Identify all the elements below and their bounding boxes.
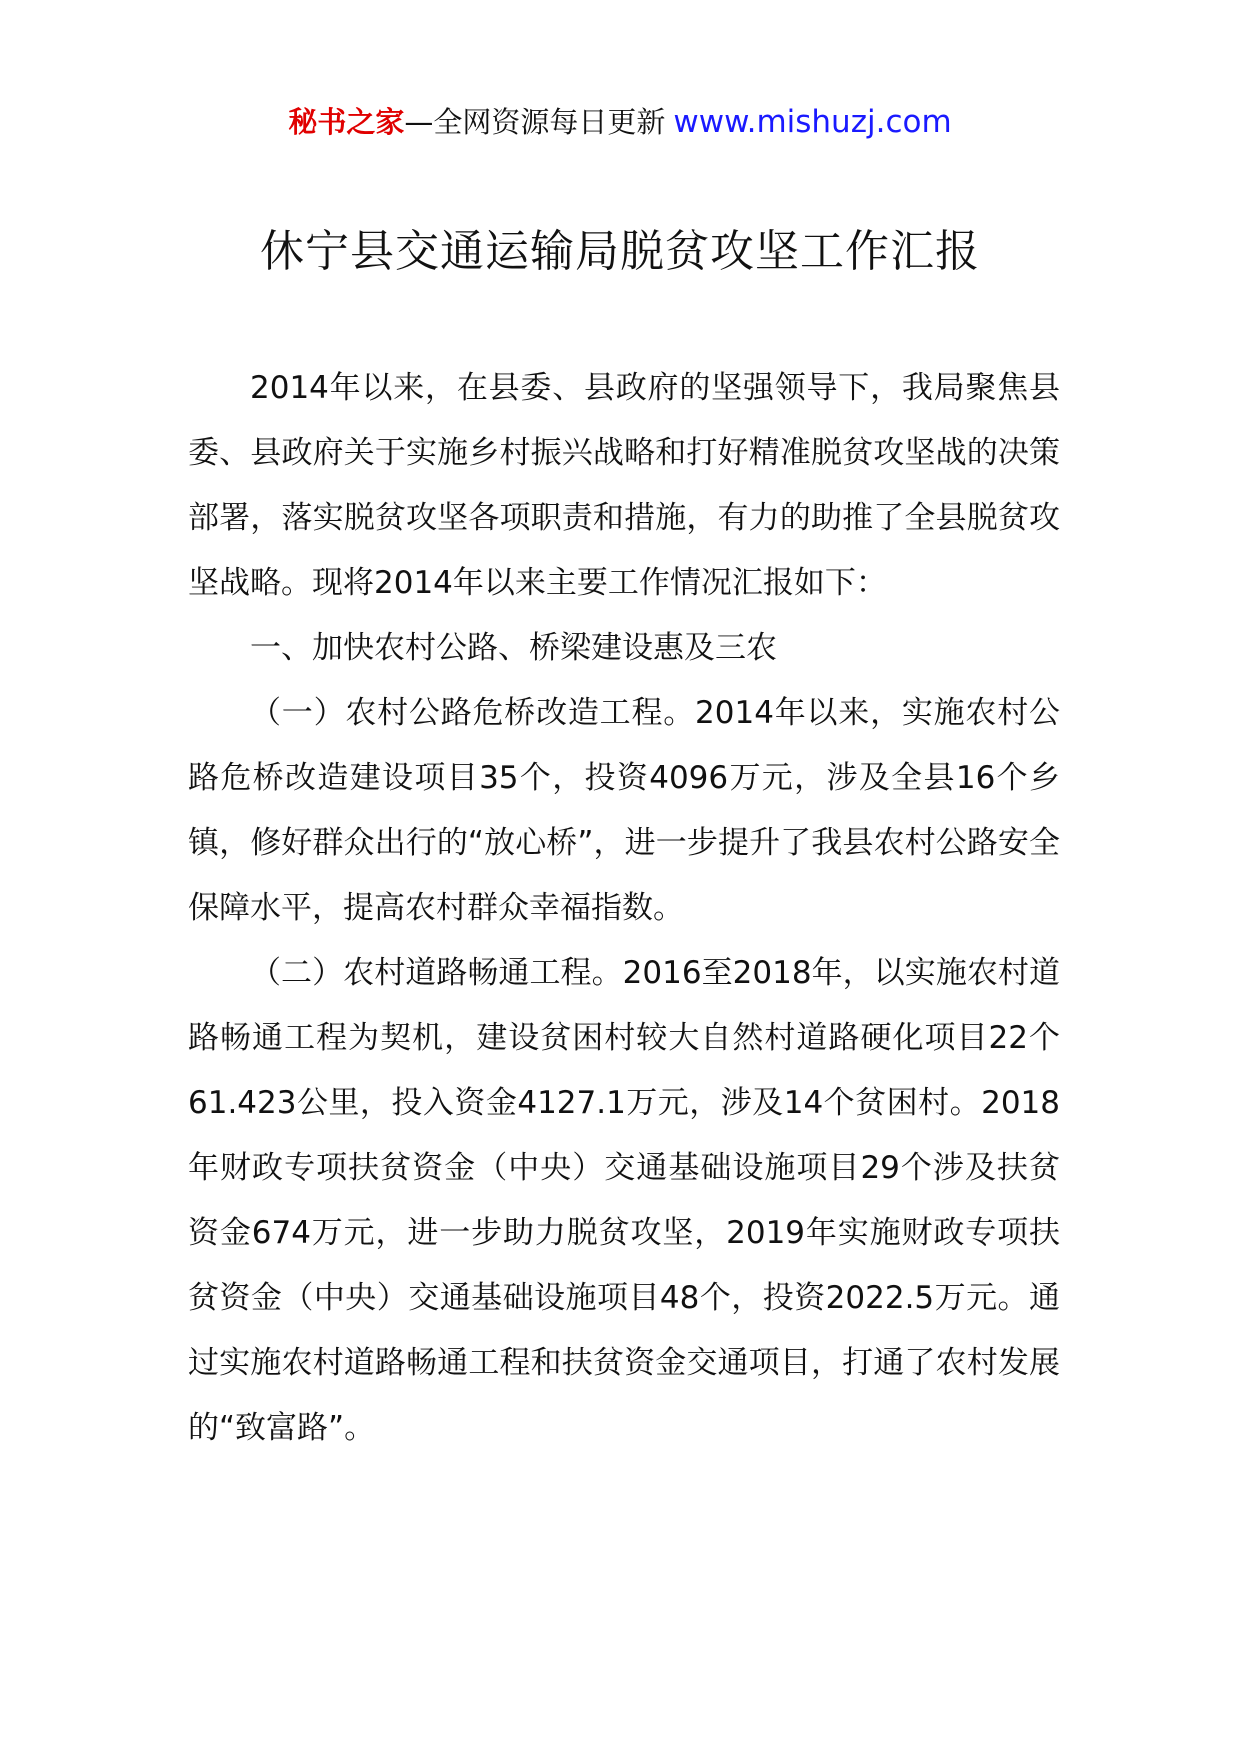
- website-link[interactable]: www.mishuzj.com: [673, 104, 952, 140]
- document-body: [188, 356, 1060, 1461]
- header-tagline: —全网资源每日更新: [404, 105, 666, 139]
- paragraph-roads: （二）农村道路畅通工程。2016至2018年，以实施农村道路畅通工程为契机，建设贫困村较大自然村道路硬化项目22个61.423公里，投入资金4127.1万元，涉及14个贫困村。2018年财政专项扶贫资金（中央）交通基础设施项目29个涉及扶贫资金674万元，进一步助力脱贫攻坚，2019年实施财政专项扶贫资金（中央）交通基础设施项目48个，投资2022.5万元。通过实施农村道路畅通工程和扶贫资金交通项目，打通了农村发展的“致富路”。: [188, 955, 1060, 1446]
- document-title: 休宁县交通运输局脱贫攻坚工作汇报: [260, 226, 980, 277]
- paragraph-bridges: （一）农村公路危桥改造工程。2014年以来，实施农村公路危桥改造建设项目35个，投资4096万元，涉及全县16个乡镇，修好群众出行的“放心桥”，进一步提升了我县农村公路安全保障水平，提高农村群众幸福指数。: [188, 695, 1060, 926]
- paragraph-intro: 2014年以来，在县委、县政府的坚强领导下，我局聚焦县委、县政府关于实施乡村振兴战略和打好精准脱贫攻坚战的决策部署，落实脱贫攻坚各项职责和措施，有力的助推了全县脱贫攻坚战略。现将2014年以来主要工作情况汇报如下：: [188, 370, 1060, 601]
- page-header: [0, 100, 1240, 144]
- section-heading: 一、加快农村公路、桥梁建设惠及三农: [250, 630, 777, 666]
- brand-name: 秘书之家: [288, 105, 405, 139]
